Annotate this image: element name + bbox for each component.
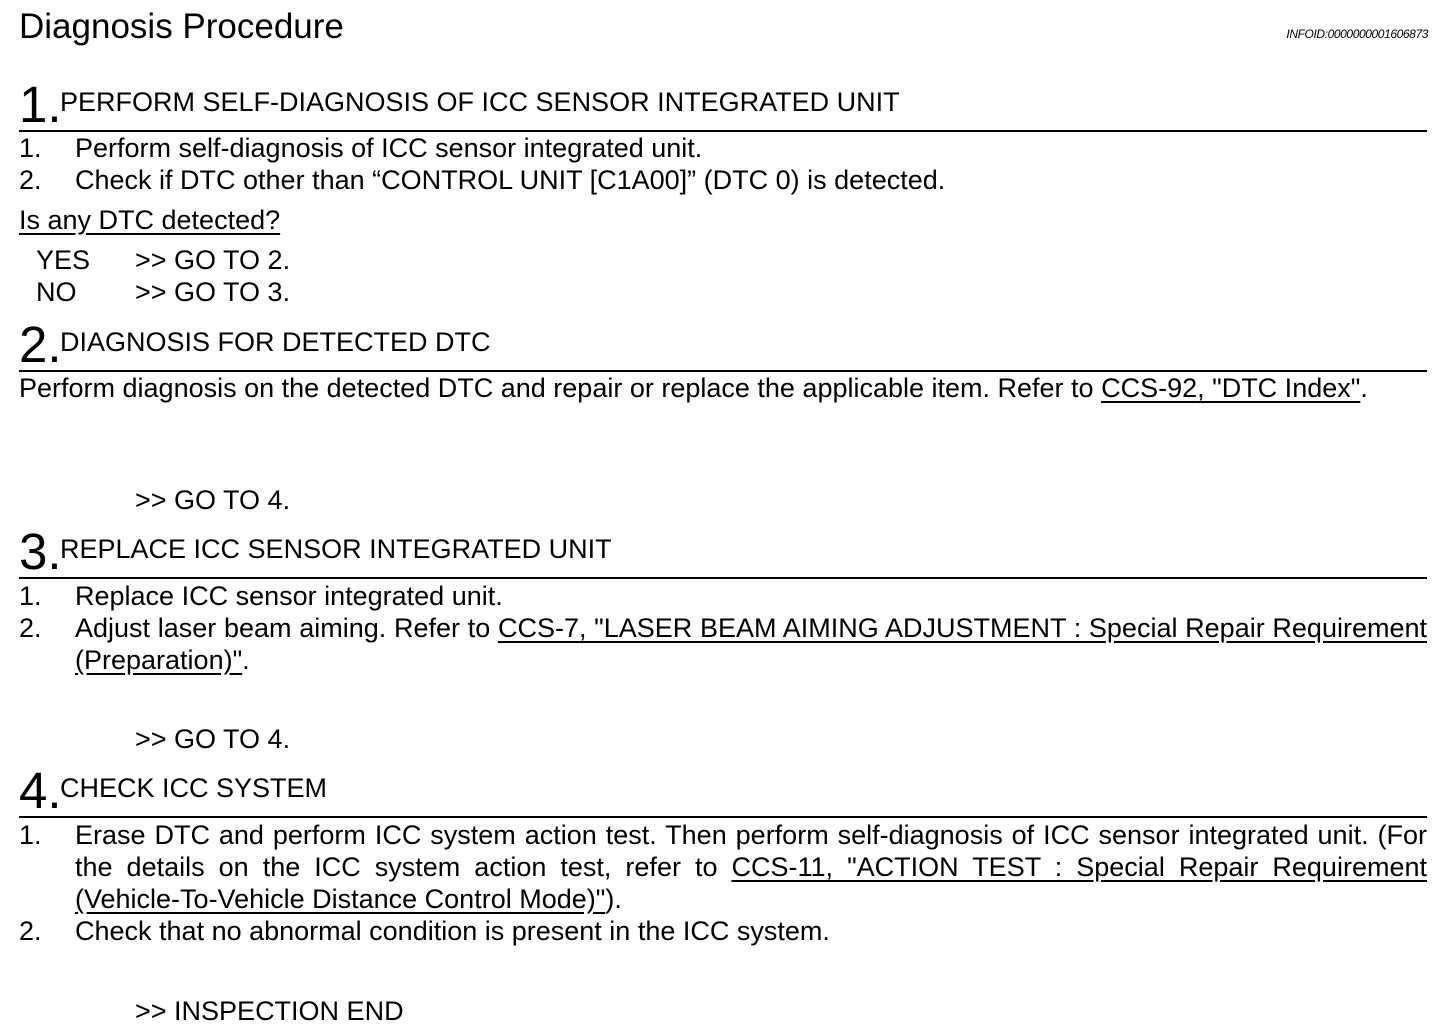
- step-title: REPLACE ICC SENSOR INTEGRATED UNIT: [60, 534, 612, 564]
- list-item-text-end: .: [242, 645, 250, 675]
- page-title: Diagnosis Procedure: [19, 7, 344, 46]
- question: Is any DTC detected?: [19, 205, 281, 235]
- step-title: PERFORM SELF-DIAGNOSIS OF ICC SENSOR INTEGRATED UNIT: [60, 87, 900, 117]
- goto-step-4: >> GO TO 4.: [135, 485, 291, 515]
- list-item-number: 1.: [19, 133, 42, 163]
- list-item-text: Check that no abnormal condition is present in the ICC system.: [75, 916, 830, 946]
- list-item-number: 2.: [19, 613, 42, 643]
- list-item-text-part: Adjust laser beam aiming. Refer to: [75, 613, 498, 643]
- list-item-text: Check if DTC other than “CONTROL UNIT [C1A00]” (DTC 0) is detected.: [75, 165, 946, 195]
- info-id: INFOID:0000000001606873: [1286, 27, 1428, 41]
- step-3-heading: [19, 523, 1427, 579]
- list-item-number: 1.: [19, 581, 42, 611]
- list-item-number: 1.: [19, 820, 42, 850]
- list-item-text: [75, 612, 1427, 676]
- step-1-heading: [19, 76, 1427, 132]
- step-number: 1.: [19, 76, 62, 133]
- step-number: 3.: [19, 523, 62, 580]
- answer-action: >> GO TO 2.: [135, 245, 291, 275]
- step-title: DIAGNOSIS FOR DETECTED DTC: [60, 327, 491, 357]
- step-title: CHECK ICC SYSTEM: [60, 773, 328, 803]
- step-number: 4.: [19, 762, 62, 819]
- list-item-number: 2.: [19, 916, 42, 946]
- answer-label: NO: [36, 277, 77, 307]
- list-item-text: [75, 819, 1427, 915]
- step-number: 2.: [19, 316, 62, 373]
- list-item-text-part: Erase DTC and perform ICC system action test. Then perform self-diagnosis of ICC sensor integrated unit. (For the details on the ICC system action test, refer to: [75, 820, 1427, 882]
- list-item-number: 2.: [19, 165, 42, 195]
- step-2-heading: [19, 316, 1427, 372]
- list-item-text: Replace ICC sensor integrated unit.: [75, 581, 503, 611]
- answer-label: YES: [36, 245, 91, 275]
- inspection-end: >> INSPECTION END: [135, 996, 404, 1026]
- ref-link-ccs-92[interactable]: CCS-92, "DTC Index": [1101, 373, 1361, 403]
- ref-link-ccs-7[interactable]: CCS-7, "LASER BEAM AIMING ADJUSTMENT : Special Repair Requirement (Preparation)": [75, 613, 1427, 675]
- goto-step-4: >> GO TO 4.: [135, 724, 291, 754]
- ref-link-ccs-11[interactable]: CCS-11, "ACTION TEST : Special Repair Requirement (Vehicle-To-Vehicle Distance Control Mode)": [75, 852, 1427, 914]
- step-4-heading: [19, 762, 1427, 818]
- paragraph-text: Perform diagnosis on the detected DTC and repair or replace the applicable item. Refer to: [19, 373, 1102, 403]
- list-item-text-end: ).: [605, 884, 622, 914]
- list-item-text: Perform self-diagnosis of ICC sensor integrated unit.: [75, 133, 703, 163]
- step-2-paragraph: [19, 372, 1427, 404]
- answer-action: >> GO TO 3.: [135, 277, 291, 307]
- paragraph-end: .: [1360, 373, 1368, 403]
